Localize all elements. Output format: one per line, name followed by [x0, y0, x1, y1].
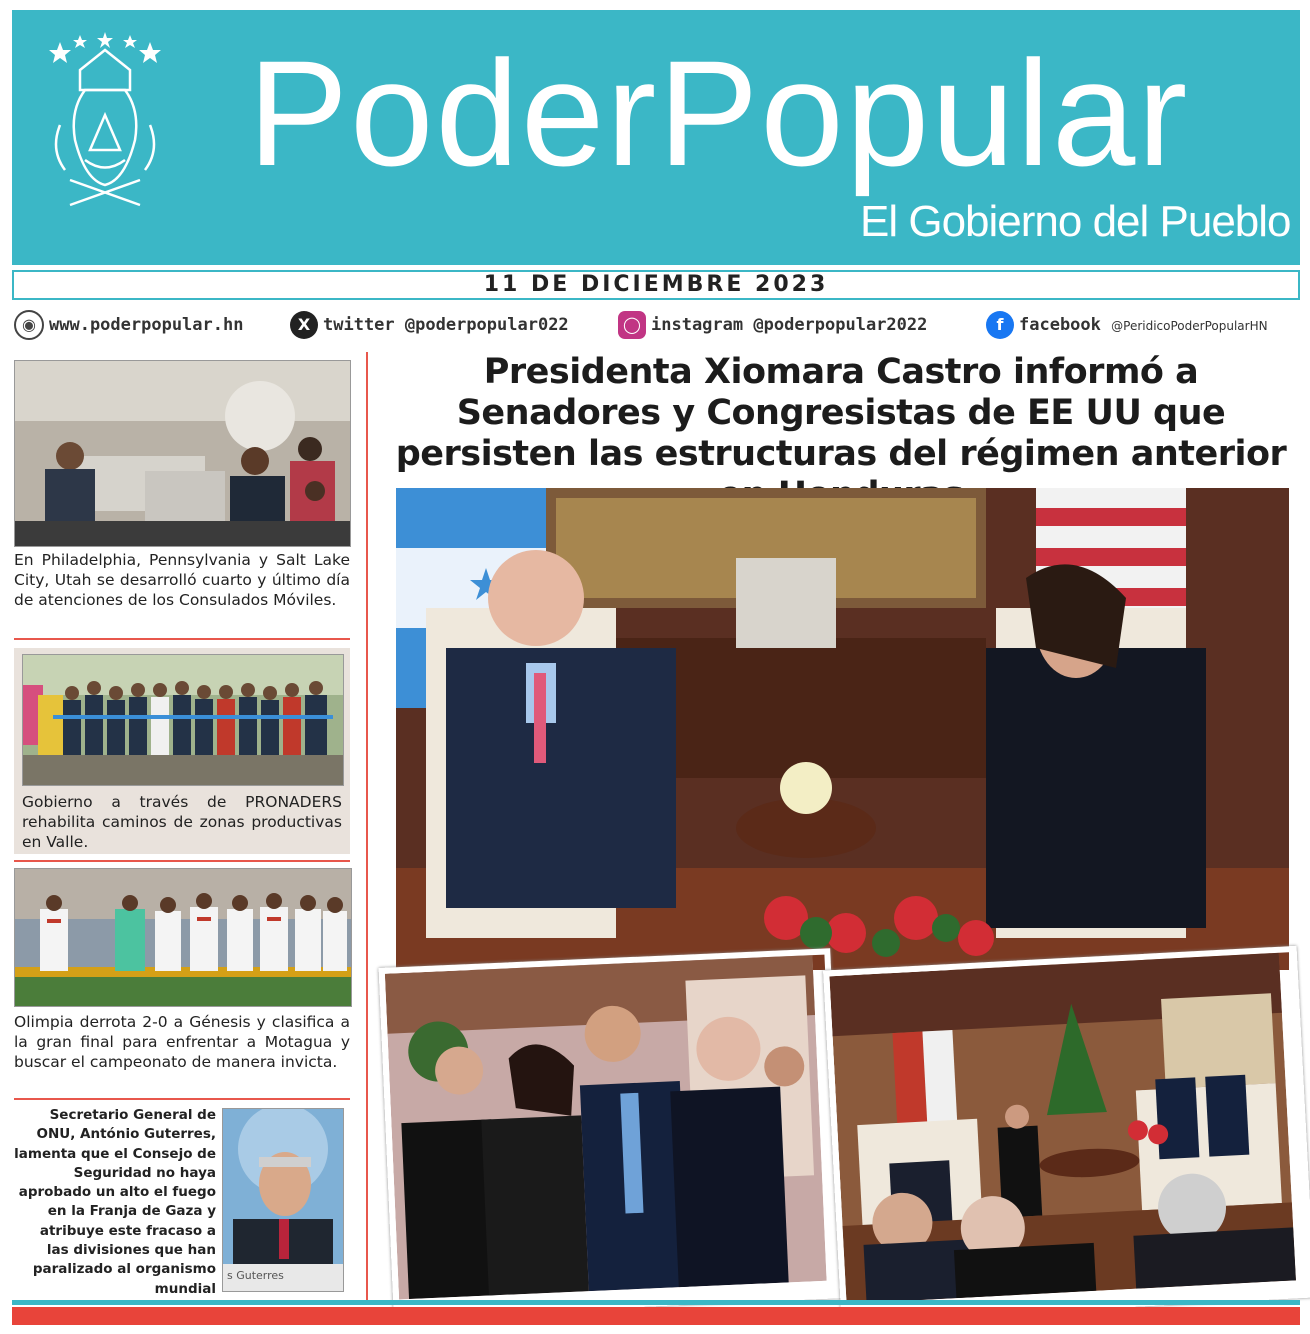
- footer-accent: [12, 1300, 1300, 1305]
- olimpia-photo[interactable]: [14, 868, 352, 1007]
- facebook-icon: f: [986, 311, 1014, 339]
- inset-photo-left[interactable]: [379, 948, 846, 1317]
- issue-date: 11 DE DICIEMBRE 2023: [12, 270, 1300, 300]
- divider: [14, 638, 350, 640]
- coat-of-arms-icon: [40, 30, 170, 240]
- inset-photo-right[interactable]: [823, 946, 1310, 1322]
- x-icon: X: [290, 311, 318, 339]
- story4-caption: Secretario General de ONU, António Guterres, lamenta que el Consejo de Seguridad no haya aprobado un alto el fuego en la Franja de Gaza y atribuye este fracaso a las divisiones que han paralizado al organismo mundial: [14, 1107, 216, 1297]
- globe-icon: ◉: [14, 310, 44, 340]
- guterres-photo[interactable]: [222, 1108, 344, 1292]
- main-headline: Presidenta Xiomara Castro informó a Senadores y Congresistas de EE UU que persisten las estructuras del régimen anterior: [395, 352, 1287, 474]
- instagram-icon: ◯: [618, 311, 646, 339]
- twitter-link[interactable]: [290, 308, 569, 342]
- facebook-link[interactable]: [986, 308, 1268, 342]
- story2-caption: Gobierno a través de PRONADERS rehabilita caminos de zonas productivas en Valle.: [22, 793, 342, 851]
- story3-caption: Olimpia derrota 2-0 a Génesis y clasifica a la gran final para enfrentar a Motagua y buscar el campeonato de manera invicta.: [14, 1013, 350, 1071]
- pronaders-photo[interactable]: [22, 654, 344, 786]
- website-text: www.poderpopular.hn: [49, 315, 244, 335]
- story1-caption: En Philadelphia, Pennsylvania y Salt Lake City, Utah se desarrolló cuarto y último día de atenciones de los Consulados Móviles.: [14, 551, 350, 609]
- main-photo[interactable]: [396, 488, 1289, 970]
- column-divider: [366, 352, 368, 1302]
- instagram-link[interactable]: [618, 308, 927, 342]
- consulados-photo[interactable]: [14, 360, 351, 547]
- masthead-slogan: El Gobierno del Pueblo: [860, 197, 1291, 246]
- instagram-handle: @poderpopular2022: [753, 315, 928, 335]
- website-link[interactable]: [14, 308, 243, 342]
- instagram-label: instagram: [651, 315, 744, 335]
- guterres-nameplate: s Guterres: [227, 1269, 284, 1282]
- masthead-title: PoderPopular: [248, 29, 1190, 197]
- divider: [14, 1098, 350, 1100]
- footer-bar: [12, 1307, 1300, 1325]
- twitter-label: twitter: [323, 315, 395, 335]
- twitter-handle: @poderpopular022: [404, 315, 569, 335]
- social-bar: [12, 308, 1302, 342]
- facebook-label: facebook: [1019, 315, 1101, 335]
- facebook-handle: @PeridicoPoderPopularHN: [1111, 319, 1268, 333]
- divider: [14, 860, 350, 862]
